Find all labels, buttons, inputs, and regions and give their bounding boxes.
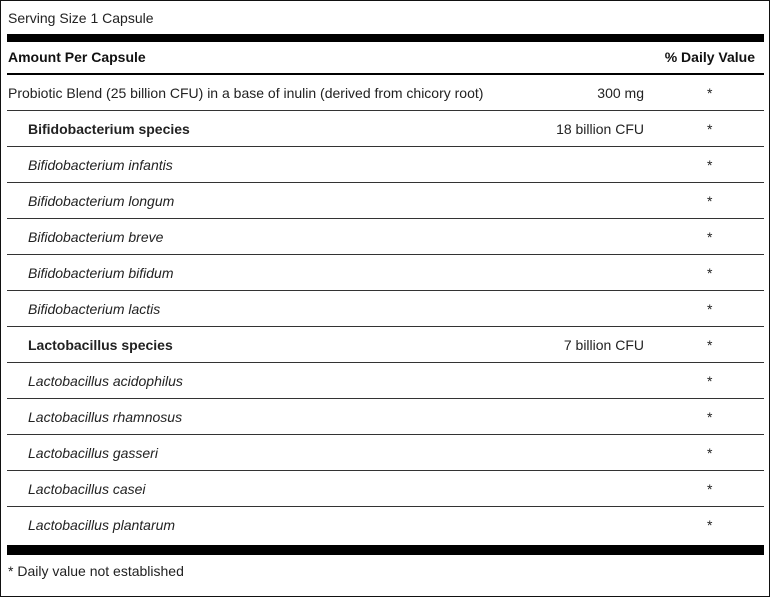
daily-value: * — [707, 481, 713, 497]
daily-value: * — [707, 265, 713, 281]
ingredient-name: Bifidobacterium breve — [28, 229, 164, 245]
daily-value: * — [707, 121, 713, 137]
daily-value: * — [707, 301, 713, 317]
table-row — [7, 435, 764, 471]
table-row — [7, 327, 764, 363]
daily-value: * — [707, 85, 713, 101]
daily-value: * — [707, 193, 713, 209]
ingredient-name: Lactobacillus gasseri — [28, 445, 158, 461]
serving-size: Serving Size 1 Capsule — [8, 10, 154, 26]
table-row — [7, 363, 764, 399]
table-row — [7, 147, 764, 183]
daily-value: * — [707, 517, 713, 533]
footnote: * Daily value not established — [8, 563, 184, 579]
daily-value: * — [707, 409, 713, 425]
daily-value-header: % Daily Value — [664, 49, 755, 65]
ingredient-table — [7, 75, 764, 543]
ingredient-name: Probiotic Blend (25 billion CFU) in a base of inulin (derived from chicory root) — [8, 85, 484, 101]
ingredient-name: Bifidobacterium species — [28, 121, 190, 137]
daily-value: * — [707, 157, 713, 173]
ingredient-name: Lactobacillus plantarum — [28, 517, 176, 533]
table-row — [7, 255, 764, 291]
daily-value: * — [707, 337, 713, 353]
amount-per-capsule-header: Amount Per Capsule — [8, 49, 146, 65]
ingredient-amount: 300 mg — [597, 85, 644, 101]
ingredient-name: Lactobacillus species — [28, 337, 173, 353]
table-row — [7, 183, 764, 219]
table-row — [7, 507, 764, 543]
divider-thick-top — [7, 34, 764, 42]
ingredient-name: Bifidobacterium bifidum — [28, 265, 174, 281]
table-row — [7, 75, 764, 111]
table-row — [7, 291, 764, 327]
divider-thick-bottom — [7, 545, 764, 555]
ingredient-amount: 18 billion CFU — [556, 121, 644, 137]
daily-value: * — [707, 445, 713, 461]
table-row — [7, 219, 764, 255]
ingredient-name: Lactobacillus acidophilus — [28, 373, 183, 389]
ingredient-name: Lactobacillus casei — [28, 481, 146, 497]
ingredient-name: Bifidobacterium infantis — [28, 157, 173, 173]
table-row — [7, 471, 764, 507]
table-row — [7, 111, 764, 147]
ingredient-name: Lactobacillus rhamnosus — [28, 409, 183, 425]
daily-value: * — [707, 229, 713, 245]
table-row — [7, 399, 764, 435]
ingredient-name: Bifidobacterium longum — [28, 193, 175, 209]
ingredient-amount: 7 billion CFU — [563, 337, 644, 353]
daily-value: * — [707, 373, 713, 389]
ingredient-name: Bifidobacterium lactis — [28, 301, 161, 317]
